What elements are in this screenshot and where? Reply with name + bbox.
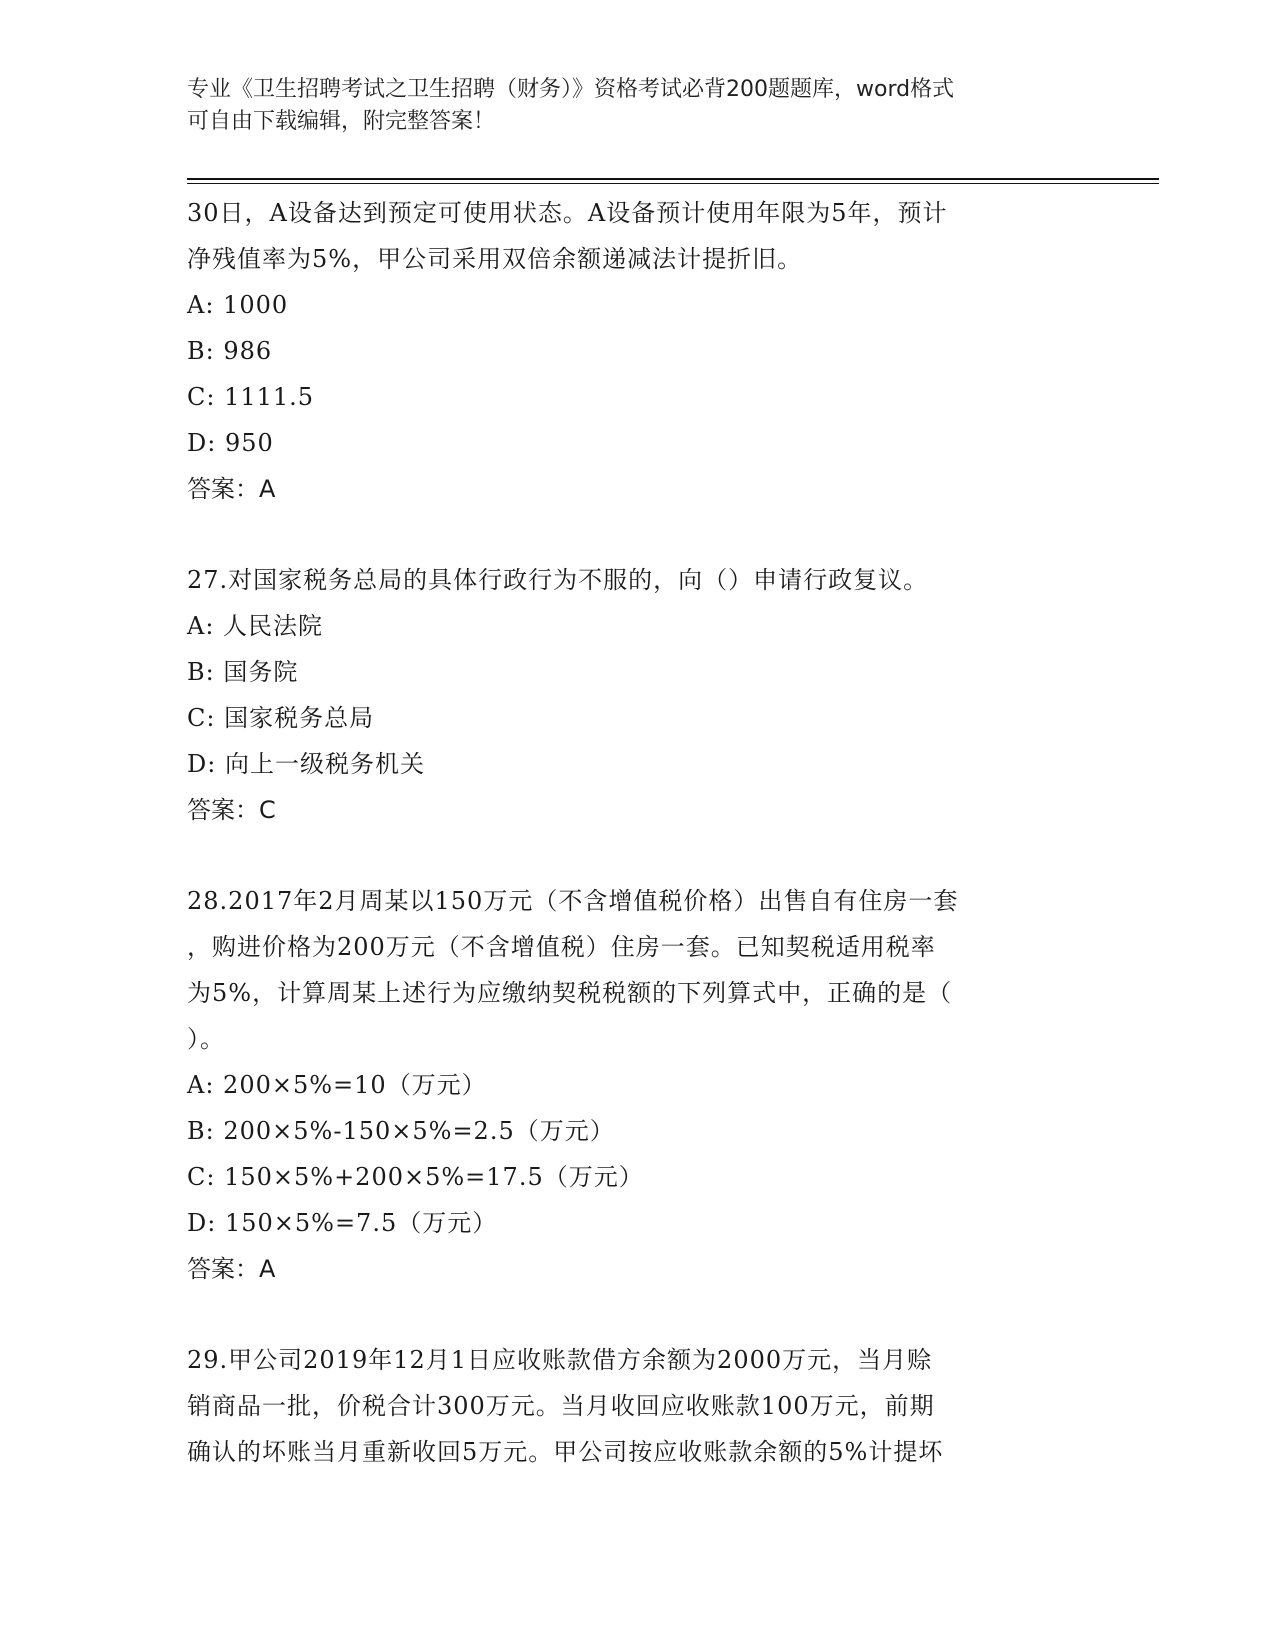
header-line-2: 可自由下载编辑，附完整答案！: [187, 109, 496, 134]
question-text-line: ，购进价格为200万元（不含增值税）住房一套。已知契税适用税率: [187, 933, 936, 961]
header-divider-thick: [187, 178, 1159, 180]
question-content: [187, 190, 1087, 1475]
question-text-line: 为5%，计算周某上述行为应缴纳契税税额的下列算式中，正确的是（: [187, 979, 953, 1007]
question-text-line: 净残值率为5%，甲公司采用双倍余额递减法计提折旧。: [187, 245, 803, 273]
question-28: [187, 878, 1087, 1292]
option-d: D: 950: [187, 429, 274, 457]
option-c: C: 150×5%+200×5%=17.5（万元）: [187, 1163, 644, 1191]
option-b: B: 国务院: [187, 658, 299, 686]
option-c: C: 1111.5: [187, 383, 315, 411]
question-29: [187, 1337, 1087, 1475]
header-divider-thin: [187, 183, 1159, 184]
spacer: [187, 833, 1087, 878]
spacer: [187, 1292, 1087, 1337]
question-text-line: 确认的坏账当月重新收回5万元。甲公司按应收账款余额的5%计提坏: [187, 1438, 944, 1466]
question-text-line: ）。: [187, 1025, 225, 1053]
header-line-1: 专业《卫生招聘考试之卫生招聘（财务）》资格考试必背200题题库，word格式: [187, 77, 955, 102]
question-text-line: 销商品一批，价税合计300万元。当月收回应收账款100万元，前期: [187, 1392, 935, 1420]
option-c: C: 国家税务总局: [187, 704, 375, 732]
answer: 答案：A: [187, 1255, 276, 1283]
spacer: [187, 512, 1087, 557]
question-text-line: 27.对国家税务总局的具体行政行为不服的，向（）申请行政复议。: [187, 566, 929, 594]
question-text-line: 29.甲公司2019年12月1日应收账款借方余额为2000万元，当月赊: [187, 1346, 933, 1374]
option-b: B: 986: [187, 337, 273, 365]
option-d: D: 向上一级税务机关: [187, 750, 425, 778]
question-26: [187, 190, 1087, 512]
question-text-line: 30日，A设备达到预定可使用状态。A设备预计使用年限为5年，预计: [187, 199, 948, 227]
option-a: A: 人民法院: [187, 612, 324, 640]
option-a: A: 200×5%=10（万元）: [187, 1071, 487, 1099]
question-27: [187, 557, 1087, 833]
option-b: B: 200×5%-150×5%=2.5（万元）: [187, 1117, 615, 1145]
document-header: [187, 74, 1087, 138]
answer: 答案：C: [187, 796, 276, 824]
option-a: A: 1000: [187, 291, 289, 319]
option-d: D: 150×5%=7.5（万元）: [187, 1209, 498, 1237]
answer: 答案：A: [187, 475, 276, 503]
question-text-line: 28.2017年2月周某以150万元（不含增值税价格）出售自有住房一套: [187, 887, 959, 915]
